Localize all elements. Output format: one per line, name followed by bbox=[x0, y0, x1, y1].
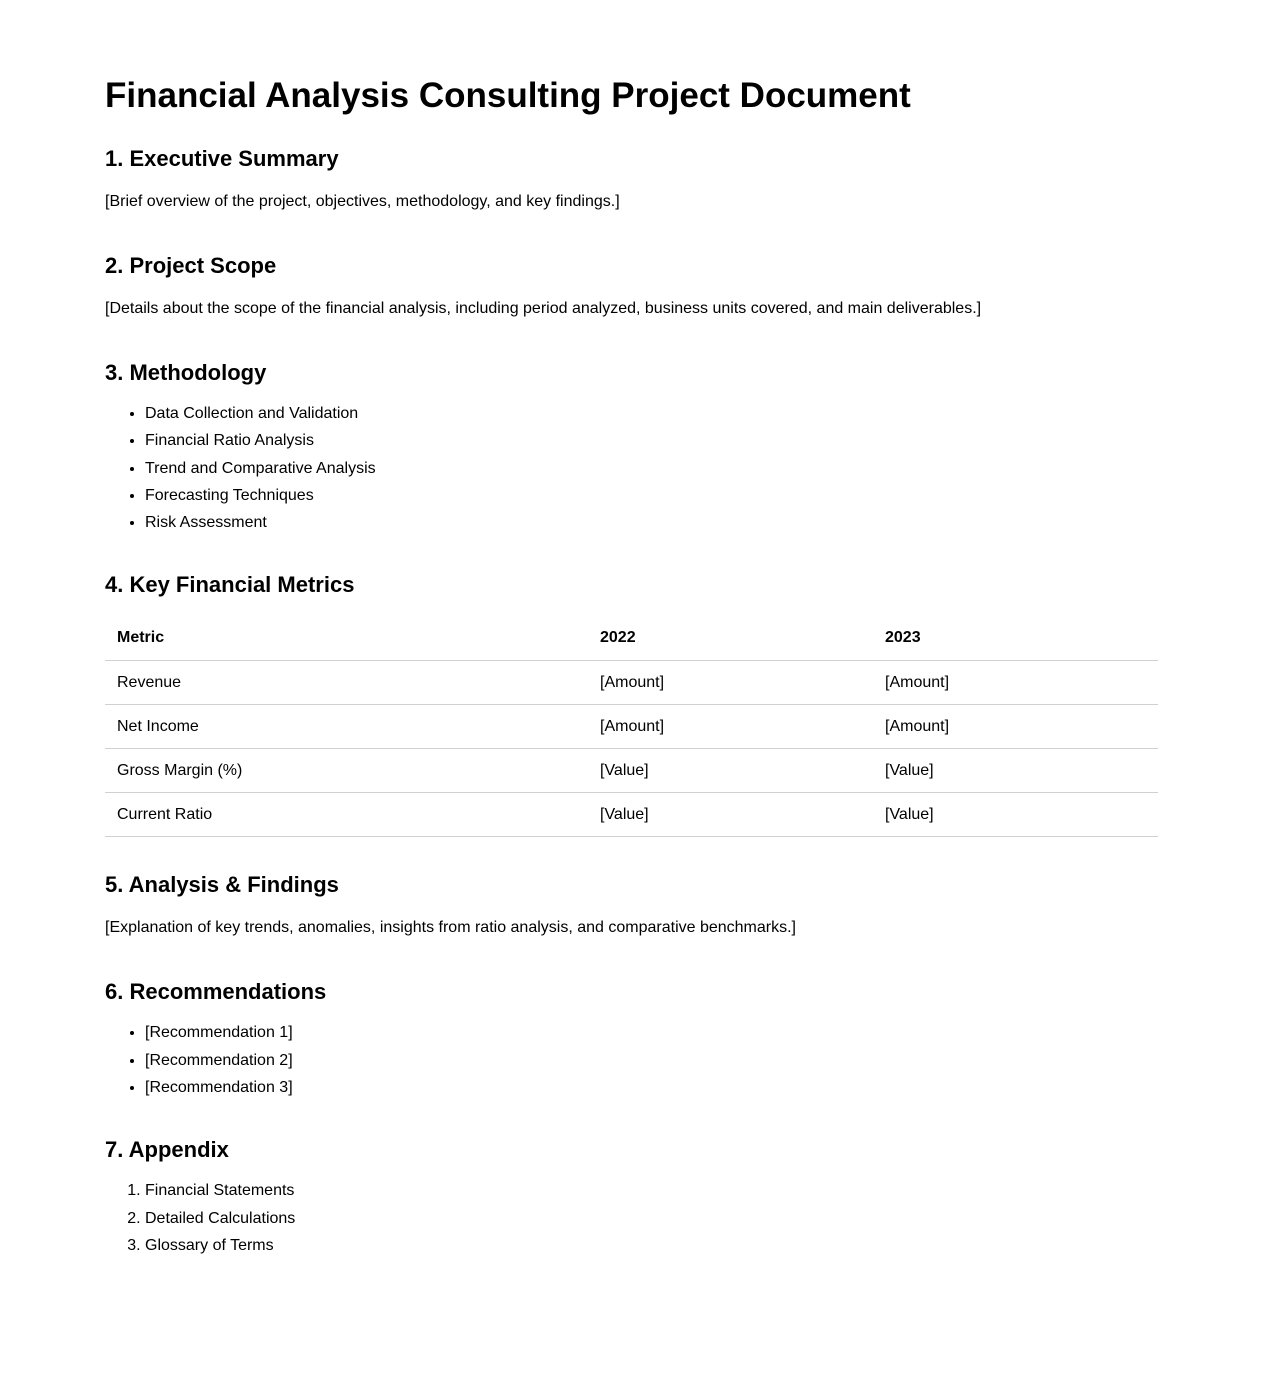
project-scope-text: [Details about the scope of the financial analysis, including period analyzed, business units covered, and main deliverables.] bbox=[105, 300, 982, 317]
list-item: 2. Detailed Calculations bbox=[145, 1205, 1158, 1232]
column-header-metric: Metric bbox=[105, 616, 588, 661]
list-item: 3. Glossary of Terms bbox=[145, 1232, 1158, 1259]
list-item: • [Recommendation 1] bbox=[145, 1019, 1158, 1046]
list-item: • Data Collection and Validation bbox=[145, 400, 1158, 427]
page-title: Financial Analysis Consulting Project Document bbox=[105, 76, 911, 115]
table-cell: Revenue bbox=[105, 661, 588, 705]
list-item: • [Recommendation 3] bbox=[145, 1074, 1158, 1101]
table-row bbox=[105, 661, 1158, 705]
list-item: • Risk Assessment bbox=[145, 509, 1158, 536]
column-header-2022: 2022 bbox=[588, 616, 873, 661]
table-cell: [Value] bbox=[588, 749, 873, 793]
section-heading-analysis-findings: 5. Analysis & Findings bbox=[105, 872, 339, 898]
methodology-list bbox=[105, 400, 1158, 536]
section-heading-recommendations: 6. Recommendations bbox=[105, 979, 327, 1005]
table-cell: [Amount] bbox=[873, 705, 1158, 749]
table-cell: Gross Margin (%) bbox=[105, 749, 588, 793]
table-row bbox=[105, 705, 1158, 749]
list-item: • Financial Ratio Analysis bbox=[145, 427, 1158, 454]
table-cell: [Value] bbox=[588, 793, 873, 837]
list-item: • [Recommendation 2] bbox=[145, 1047, 1158, 1074]
table-header-row bbox=[105, 616, 1158, 661]
recommendations-list bbox=[105, 1019, 1158, 1101]
table-cell: [Amount] bbox=[873, 661, 1158, 705]
table-cell: [Amount] bbox=[588, 705, 873, 749]
table-cell: Net Income bbox=[105, 705, 588, 749]
table-cell: [Value] bbox=[873, 793, 1158, 837]
section-heading-key-financial-metrics: 4. Key Financial Metrics bbox=[105, 572, 355, 598]
table-cell: [Value] bbox=[873, 749, 1158, 793]
column-header-2023: 2023 bbox=[873, 616, 1158, 661]
list-item: • Forecasting Techniques bbox=[145, 482, 1158, 509]
appendix-list bbox=[105, 1177, 1158, 1259]
executive-summary-text: [Brief overview of the project, objectives, methodology, and key findings.] bbox=[105, 193, 620, 210]
table-row bbox=[105, 749, 1158, 793]
section-heading-appendix: 7. Appendix bbox=[105, 1137, 229, 1163]
metrics-table bbox=[105, 616, 1158, 837]
table-cell: Current Ratio bbox=[105, 793, 588, 837]
table-row bbox=[105, 793, 1158, 837]
list-item: 1. Financial Statements bbox=[145, 1177, 1158, 1204]
list-item: • Trend and Comparative Analysis bbox=[145, 455, 1158, 482]
section-heading-methodology: 3. Methodology bbox=[105, 360, 267, 385]
section-heading-project-scope: 2. Project Scope bbox=[105, 253, 277, 278]
table-cell: [Amount] bbox=[588, 661, 873, 705]
section-heading-executive-summary: 1. Executive Summary bbox=[105, 146, 339, 171]
analysis-findings-text: [Explanation of key trends, anomalies, insights from ratio analysis, and comparative benchmarks.] bbox=[105, 919, 796, 937]
